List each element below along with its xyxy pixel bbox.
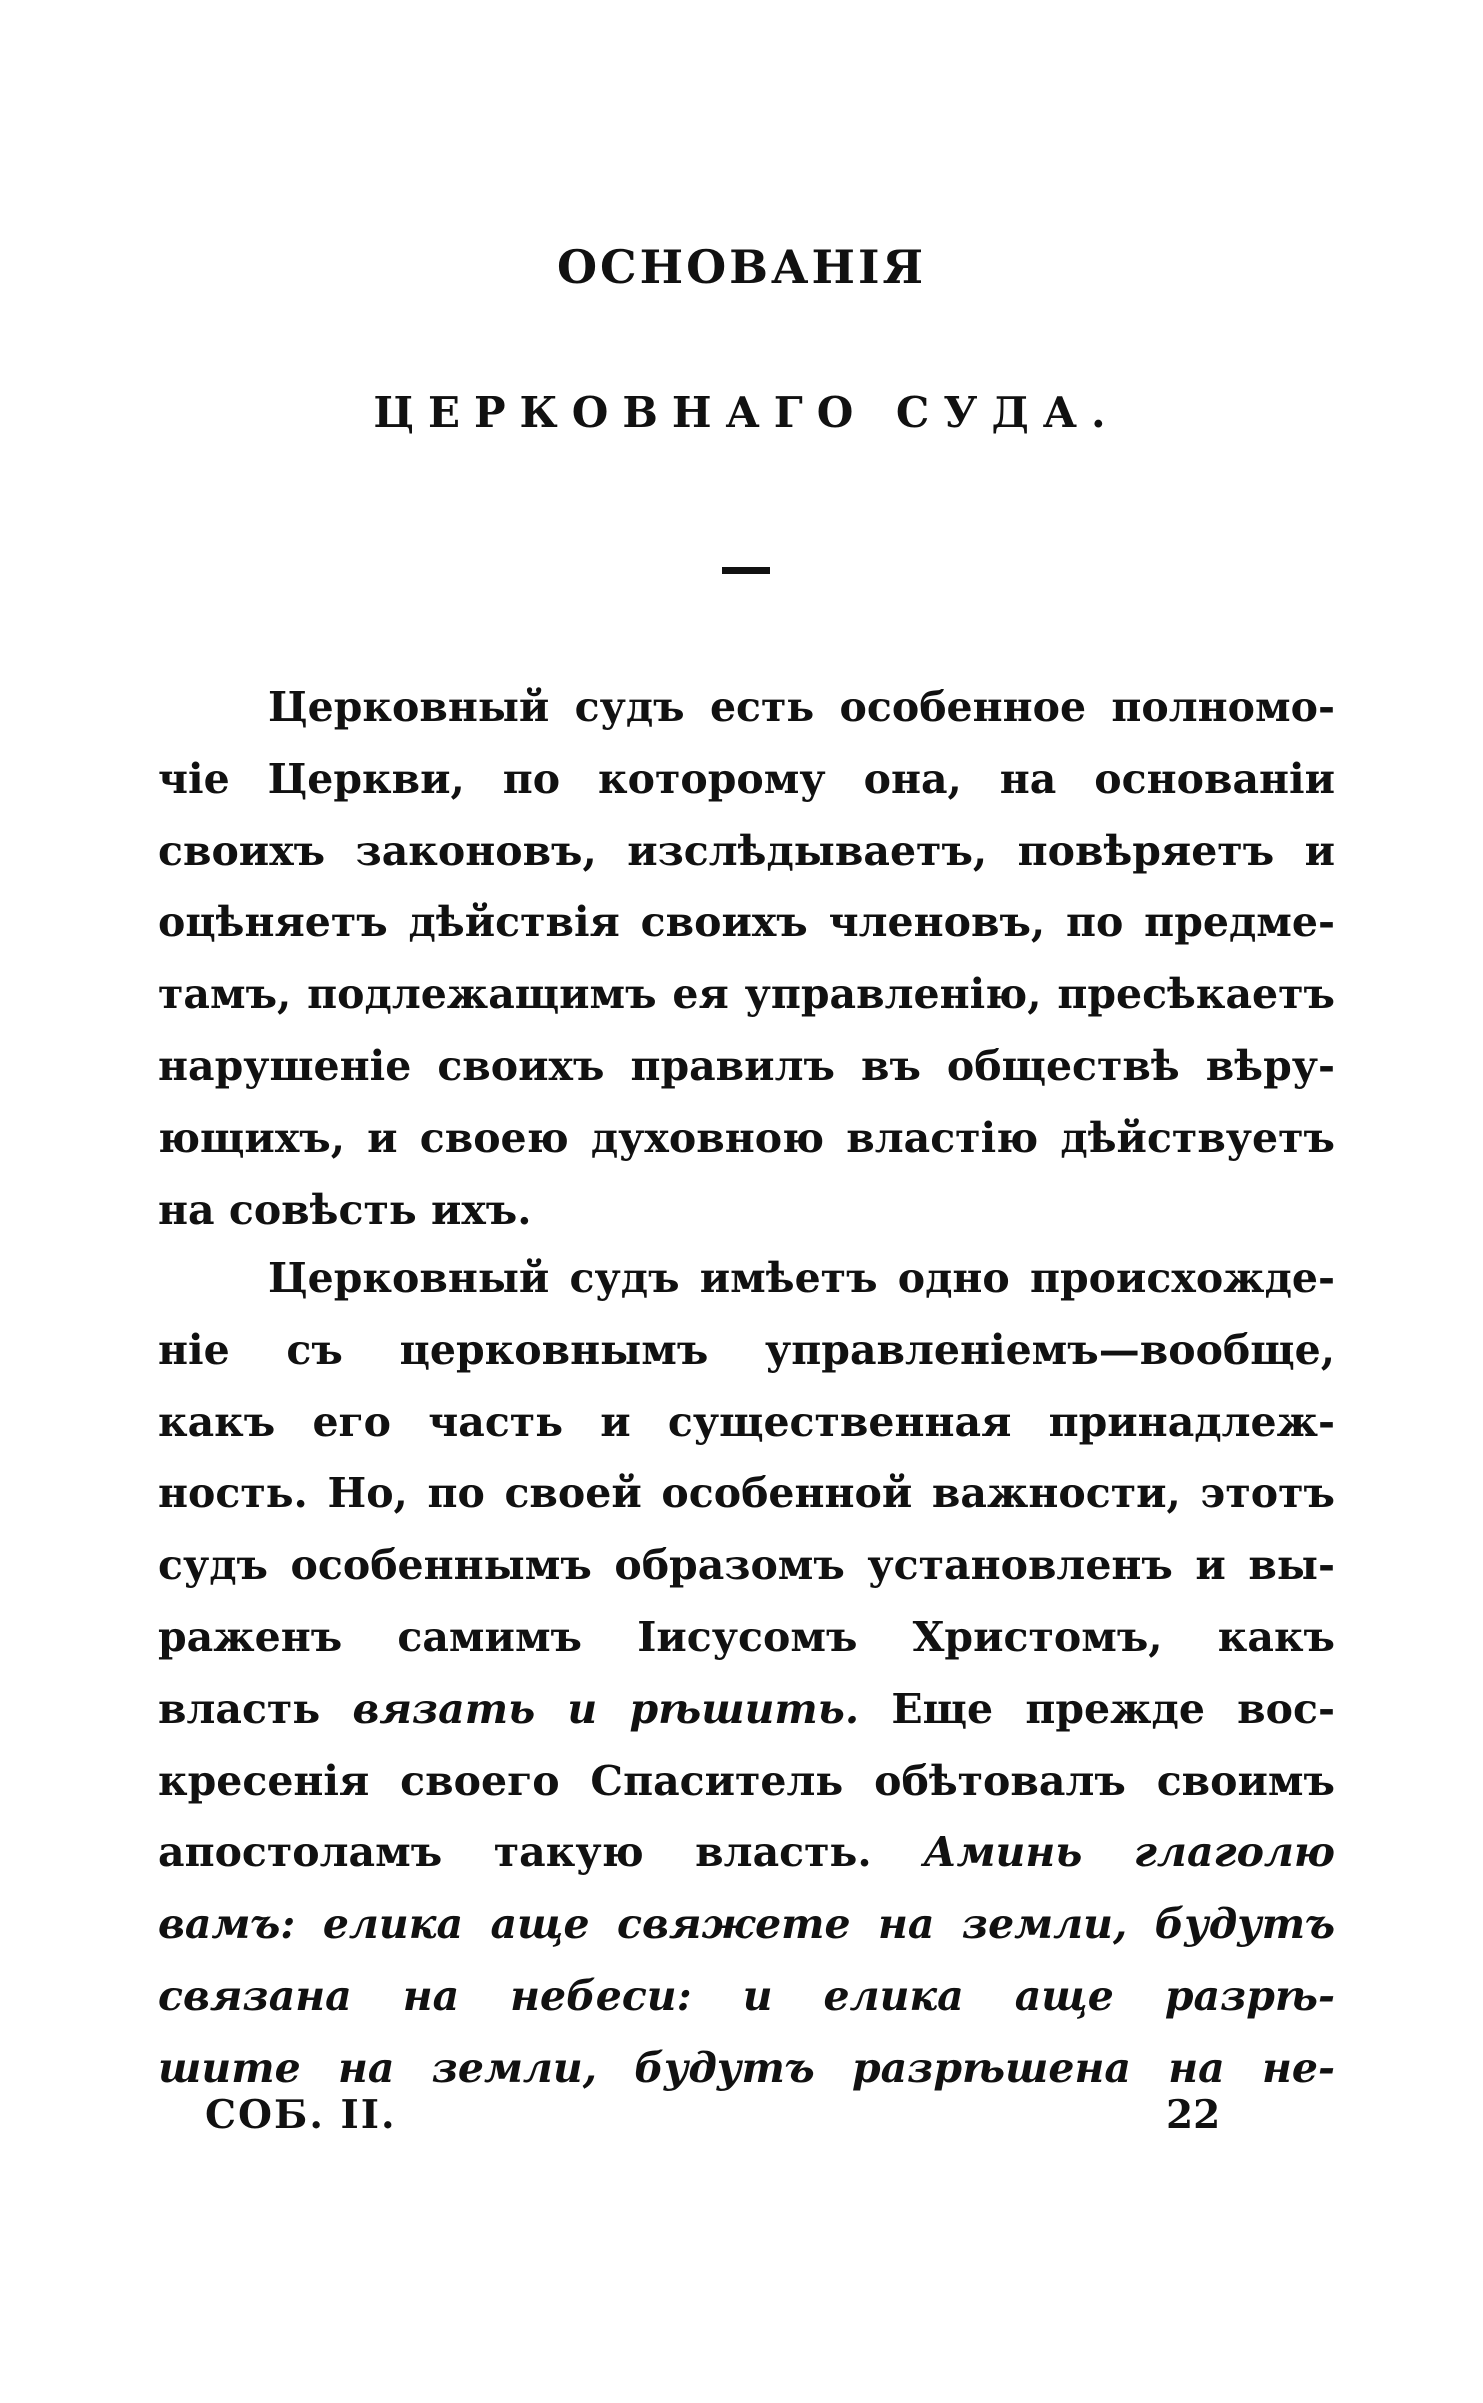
italic-quote-line: связана на небеси: и елика аще разрѣ- xyxy=(158,1971,1335,2020)
title-divider xyxy=(722,567,770,574)
text-line-mixed xyxy=(158,1674,1335,1746)
italic-phrase: вязать и рѣшить. xyxy=(352,1684,860,1733)
text-line: тамъ, подлежащимъ ея управленію, пресѣкаетъ xyxy=(158,970,1335,1019)
text-line: ность. Но, по своей особенной важности, этотъ xyxy=(158,1469,1335,1518)
text-line: судъ особеннымъ образомъ установленъ и вы- xyxy=(158,1541,1335,1590)
paragraph-2 xyxy=(158,1243,1335,2105)
text-run: власть xyxy=(158,1684,353,1733)
text-line: своихъ законовъ, изслѣдываетъ, повѣряетъ и xyxy=(158,826,1335,875)
italic-quote-line: шите на земли, будутъ разрѣшена на не- xyxy=(158,2043,1335,2092)
text-run: апостоламъ такую власть. xyxy=(158,1828,924,1877)
text-run: Еще прежде вос- xyxy=(859,1684,1335,1733)
text-line-mixed xyxy=(158,1817,1335,1889)
text-line: кресенія своего Спаситель обѣтовалъ своимъ xyxy=(158,1756,1335,1805)
text-line: ющихъ, и своею духовною властію дѣйствуетъ xyxy=(158,1113,1335,1162)
text-line: Церковный судъ есть особенное полномо- xyxy=(268,683,1335,731)
text-line: какъ его часть и существенная принадлеж- xyxy=(158,1397,1335,1446)
text-line: Церковный судъ имѣетъ одно происхожде- xyxy=(268,1254,1335,1302)
text-line: на совѣсть ихъ. xyxy=(158,1185,532,1234)
text-line: оцѣняетъ дѣйствія своихъ членовъ, по предме- xyxy=(158,898,1335,947)
page-subtitle: ЦЕРКОВНАГО СУДА. xyxy=(373,388,1120,437)
text-line: ніе съ церковнымъ управленіемъ—вообще, xyxy=(158,1325,1335,1374)
text-line: чіе Церкви, по которому она, на основаніи xyxy=(158,754,1335,803)
page-title: ОСНОВАНІЯ xyxy=(556,240,927,294)
italic-phrase: Аминь глаголю xyxy=(923,1828,1335,1877)
text-line: раженъ самимъ Іисусомъ Христомъ, какъ xyxy=(158,1612,1335,1661)
signature-mark: СОБ. II. xyxy=(205,2092,397,2138)
paragraph-1 xyxy=(158,672,1335,1246)
text-line: нарушеніе своихъ правилъ въ обществѣ вѣру- xyxy=(158,1041,1335,1090)
page-number: 22 xyxy=(1166,2092,1221,2138)
italic-quote-line: вамъ: елика аще свяжете на земли, будутъ xyxy=(158,1900,1335,1949)
